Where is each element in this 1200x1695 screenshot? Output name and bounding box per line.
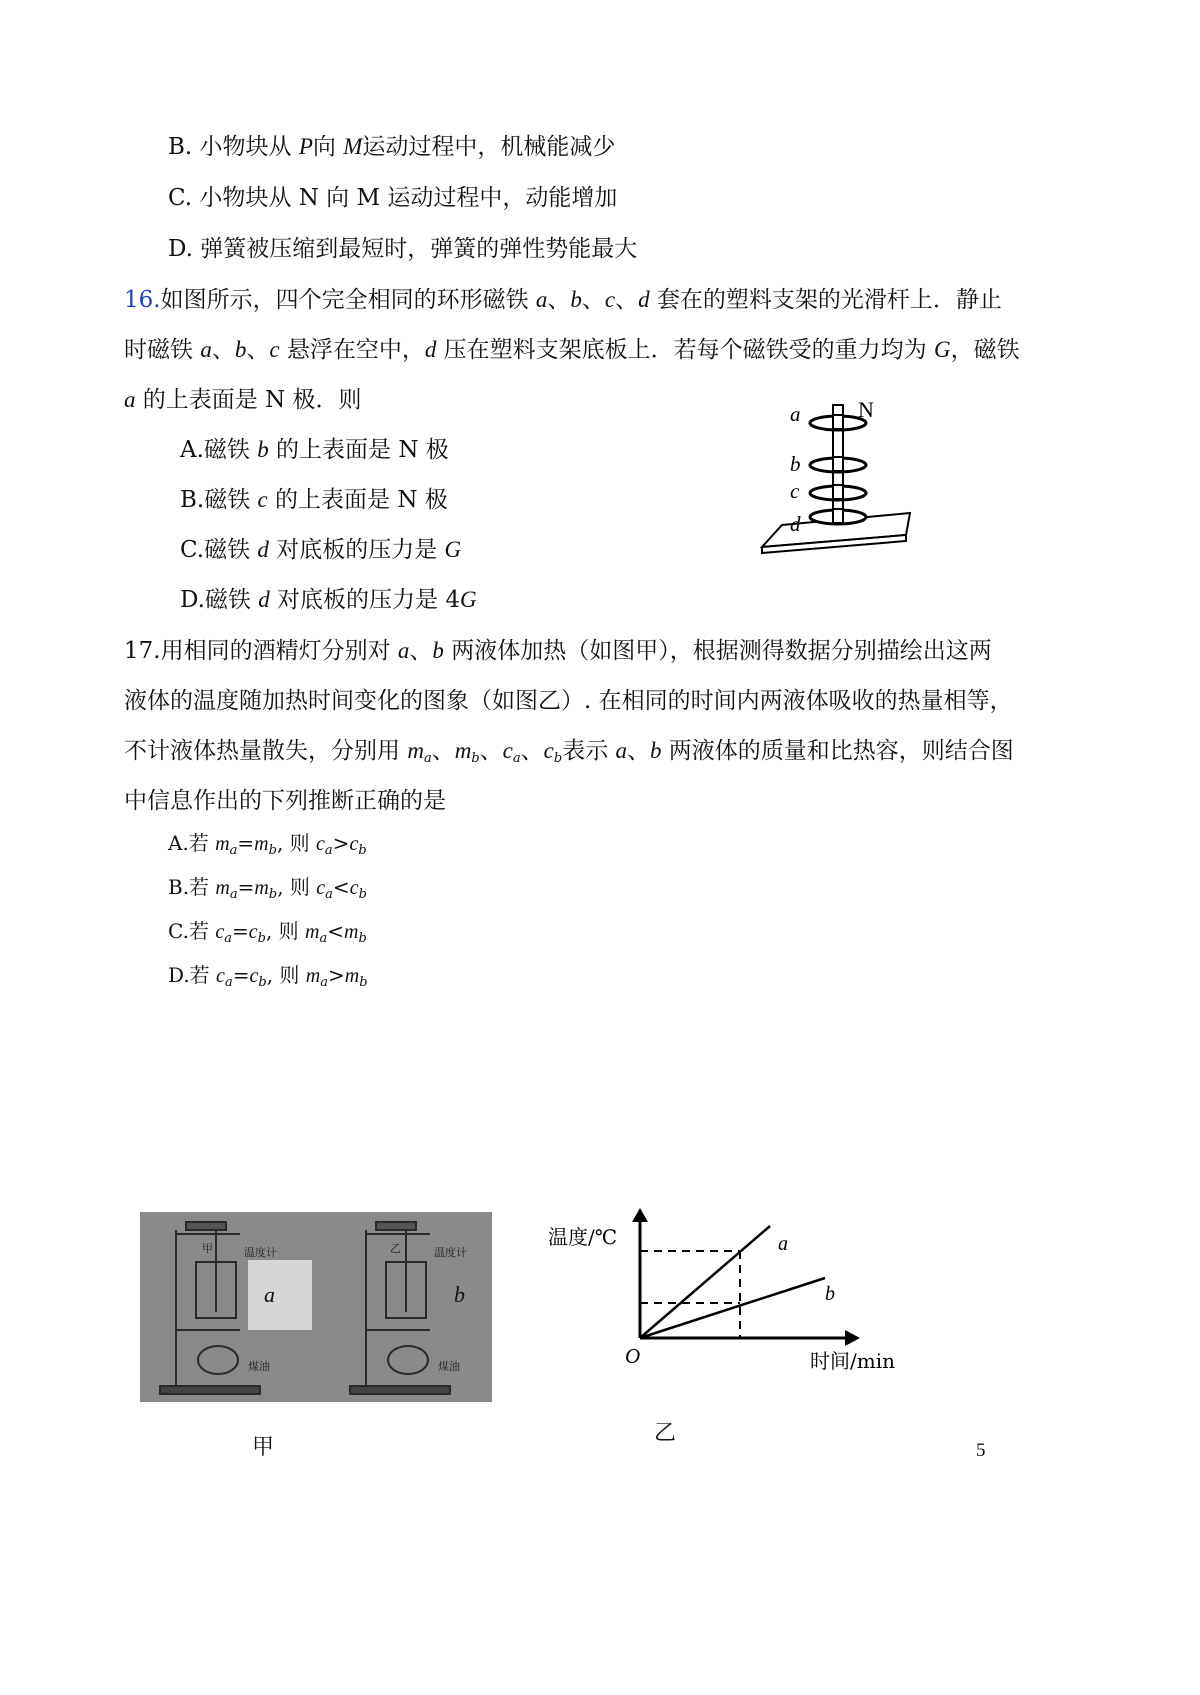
q15-option-c: C. 小物块从 N 向 M 运动过程中，动能增加 (168, 185, 618, 211)
q16-option-c: C.磁铁 d 对底板的压力是 G (180, 537, 462, 563)
q17-option-a: A.若 $m_a=m_b$, 则 $c_a>c_b$ (168, 831, 367, 858)
label-c: c (790, 479, 800, 503)
line-a (640, 1226, 770, 1338)
line-b (640, 1278, 825, 1338)
page-number: 5 (976, 1440, 986, 1461)
q17-stem-line3: 不计液体热量散失，分别用 $m_a$、$m_b$、$c_a$、$c_b$表示 a、b 两液体的质量和比热容，则结合图 (124, 738, 1014, 766)
line-a-label: a (778, 1233, 788, 1255)
label-n-pole: N (858, 397, 874, 422)
y-axis-label: 温度/℃ (548, 1225, 618, 1249)
thermometer-label-1: 温度计 (244, 1246, 277, 1259)
q16-number: 16. (124, 287, 161, 313)
q16-option-d: D.磁铁 d 对底板的压力是 4G (180, 587, 477, 613)
thermometer-label-2: 温度计 (434, 1246, 467, 1259)
q16-option-b: B.磁铁 c 的上表面是 N 极 (180, 487, 448, 513)
magnet-d (810, 509, 866, 524)
fuel-label-2: 煤油 (438, 1360, 460, 1373)
liquid-label-a: a (264, 1282, 275, 1307)
q16-stem-line3: a 的上表面是 N 极．则 (124, 387, 362, 413)
magnet-c (810, 485, 866, 500)
label-d: d (790, 512, 801, 536)
origin-label: O (625, 1344, 641, 1368)
magnet-b (810, 457, 866, 472)
q17-option-c: C.若 $c_a=c_b$, 则 $m_a<m_b$ (168, 919, 367, 946)
temperature-time-graph (540, 1208, 910, 1388)
label-a: a (790, 402, 801, 426)
apparatus-tag-2: 乙 (390, 1242, 401, 1255)
label-b: b (790, 452, 801, 476)
q17-stem-line1: 17.用相同的酒精灯分别对 a、b 两液体加热（如图甲），根据测得数据分别描绘出这两 (124, 638, 992, 664)
q15-option-b: B. 小物块从 P向 M运动过程中，机械能减少 (168, 134, 616, 160)
figure-caption-jia: 甲 (252, 1435, 275, 1460)
apparatus-tag-1: 甲 (202, 1242, 213, 1255)
fuel-label-1: 煤油 (248, 1360, 270, 1373)
q17-option-b: B.若 $m_a=m_b$, 则 $c_a<c_b$ (168, 875, 367, 902)
q16-stem-line2: 时磁铁 a、b、c 悬浮在空中，d 压在塑料支架底板上．若每个磁铁受的重力均为 G，磁铁 (124, 337, 1020, 363)
q16-option-a: A.磁铁 b 的上表面是 N 极 (180, 437, 449, 463)
figure-caption-yi: 乙 (654, 1421, 677, 1446)
line-b-label: b (825, 1283, 835, 1305)
q16-stem-line1: 16.如图所示，四个完全相同的环形磁铁 a、b、c、d 套在的塑料支架的光滑杆上．静止 (124, 287, 1002, 313)
q17-stem-line4: 中信息作出的下列推断正确的是 (124, 788, 446, 814)
heating-apparatus-photo (140, 1212, 492, 1402)
q17-stem-line2: 液体的温度随加热时间变化的图象（如图乙）. 在相同的时间内两液体吸收的热量相等， (124, 688, 1013, 714)
q15-option-d: D. 弹簧被压缩到最短时，弹簧的弹性势能最大 (168, 236, 638, 262)
magnet-stand-figure (760, 395, 930, 560)
liquid-label-b: b (454, 1282, 465, 1307)
q17-option-d: D.若 $c_a=c_b$, 则 $m_a>m_b$ (168, 963, 368, 990)
x-axis-label: 时间/min (810, 1349, 895, 1373)
